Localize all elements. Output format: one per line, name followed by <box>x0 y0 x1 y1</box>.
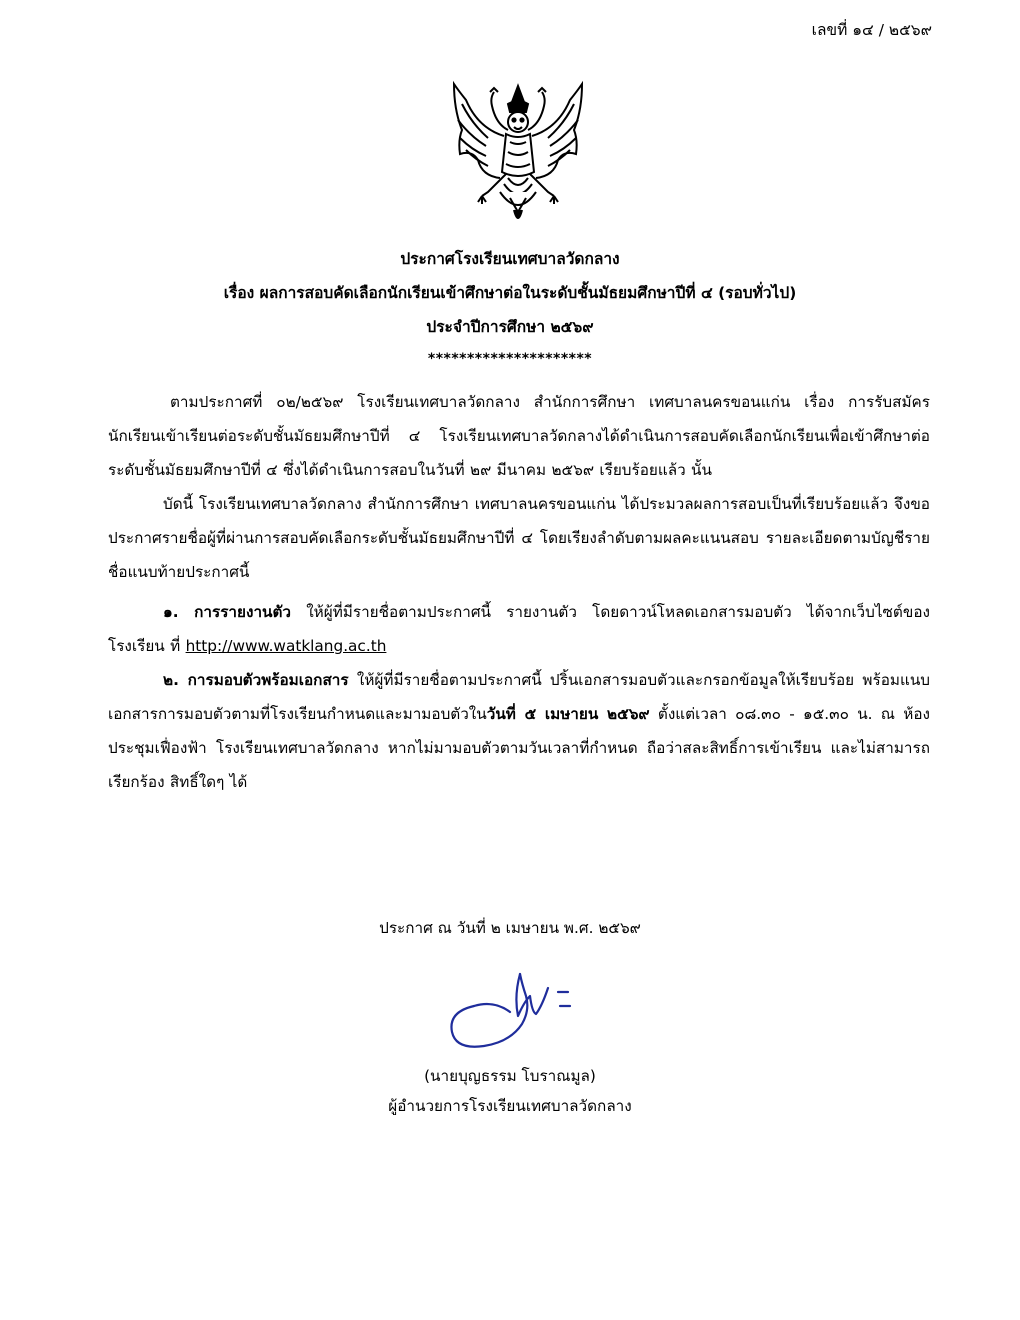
document-number: เลขที่ ๑๔ / ๒๕๖๙ <box>811 21 932 39</box>
title-block <box>0 248 1020 368</box>
item-enrollment-text-1: ให้ผู้ที่มีรายชื่อตามประกาศนี้ ปริ้นเอกสารมอบตัวและกรอกข้อมูลให้เรียบร้อย พร้อมแนบเอกสารการมอบตัวตามที่โรงเรียนกำหนดและมามอบตัวใน <box>108 671 930 723</box>
announcement-subject: เรื่อง ผลการสอบคัดเลือกนักเรียนเข้าศึกษาต่อในระดับชั้นมัธยมศึกษาปีที่ ๔ (รอบทั่วไป) <box>223 284 797 302</box>
signer-name: (นายบุญธรรม โบราณมูล) <box>424 1067 596 1085</box>
announcement-title: ประกาศโรงเรียนเทศบาลวัดกลาง <box>400 250 620 268</box>
announce-date: ประกาศ ณ วันที่ ๒ เมษายน พ.ศ. ๒๕๖๙ <box>379 919 641 937</box>
item-report-text: ให้ผู้ที่มีรายชื่อตามประกาศนี้ รายงานตัว โดยดาวน์โหลดเอกสารมอบตัว ได้จากเว็บไซต์ของโรงเรียน ที่ <box>108 603 930 655</box>
item-enrollment-date: วันที่ ๕ เมษายน ๒๕๖๙ <box>486 705 650 723</box>
item-report <box>108 595 930 663</box>
paragraph-result: บัดนี้ โรงเรียนเทศบาลวัดกลาง สำนักการศึกษา เทศบาลนครขอนแก่น ได้ประมวลผลการสอบเป็นที่เรียบร้อยแล้ว จึงขอประกาศรายชื่อผู้ที่ผ่านการสอบคัดเลือกระดับชั้นมัธยมศึกษาปีที่ ๔ โดยเรียงลำดับตามผลคะแนนสอบ รายละเอียดตามบัญชีรายชื่อแนบท้ายประกาศนี้ <box>108 495 930 581</box>
item-report-heading: ๑. การรายงานตัว <box>163 603 292 621</box>
paragraph-intro: ตามประกาศที่ ๐๒/๒๕๖๙ โรงเรียนเทศบาลวัดกลาง สำนักการศึกษา เทศบาลนครขอนแก่น เรื่อง การรับสมัครนักเรียนเข้าเรียนต่อระดับชั้นมัธยมศึกษาปีที่ ๔ โรงเรียนเทศบาลวัดกลางได้ดำเนินการสอบคัดเลือกนักเรียนเพื่อเข้าศึกษาต่อระดับชั้นมัธยมศึกษาปีที่ ๔ ซึ่งได้ดำเนินการสอบในวันที่ ๒๙ มีนาคม ๒๕๖๙ เรียบร้อยแล้ว นั้น <box>108 393 930 479</box>
announcement-body <box>108 385 930 799</box>
item-enrollment-heading: ๒. การมอบตัวพร้อมเอกสาร <box>163 671 349 689</box>
item-enrollment-text-2: ตั้งแต่เวลา ๐๘.๓๐ - ๑๕.๓๐ น. ณ ห้องประชุมเฟื่องฟ้า โรงเรียนเทศบาลวัดกลาง หากไม่มามอบตัวตามวันเวลาที่กำหนด ถือว่าสละสิทธิ์การเข้าเรียน และไม่สามารถเรียกร้อง สิทธิ์ใดๆ ได้ <box>108 705 930 791</box>
separator-stars: ********************* <box>427 351 593 367</box>
item-enrollment <box>108 663 930 799</box>
school-website-link[interactable]: http://www.watklang.ac.th <box>185 637 387 655</box>
signature-image <box>444 966 584 1054</box>
academic-year: ประจำปีการศึกษา ๒๕๖๙ <box>426 318 594 336</box>
signer-position: ผู้อำนวยการโรงเรียนเทศบาลวัดกลาง <box>388 1097 632 1115</box>
garuda-emblem-icon <box>448 80 588 230</box>
